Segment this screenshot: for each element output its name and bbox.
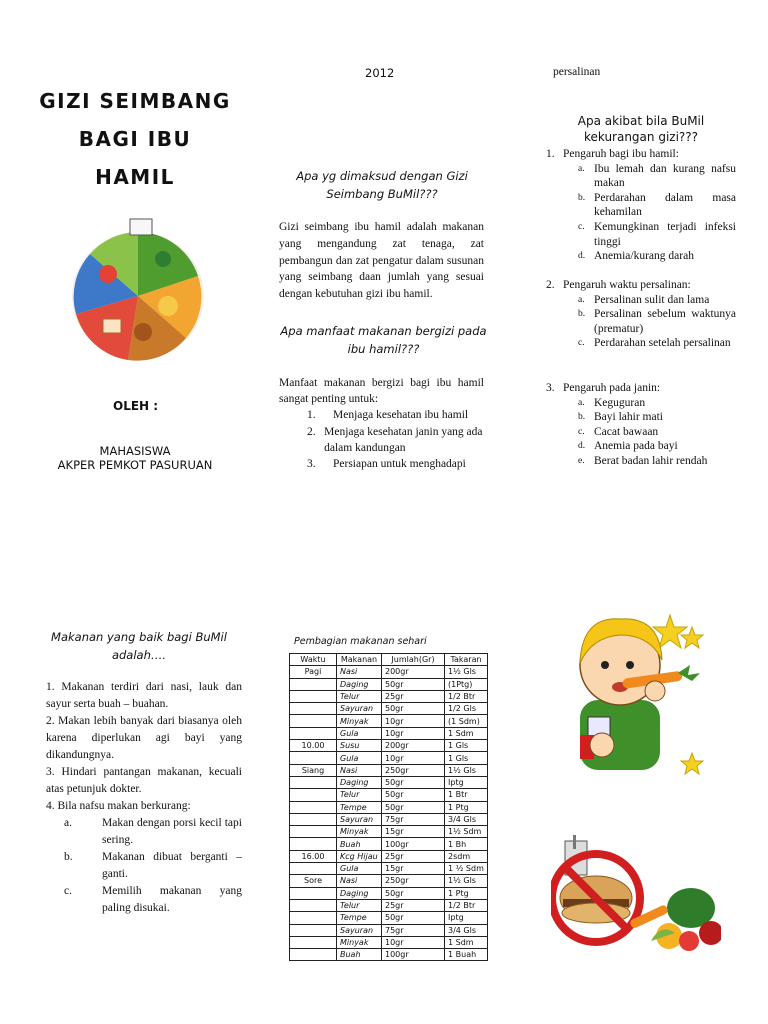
author-block [40,444,230,472]
cell-jumlah: 50gr [382,789,445,801]
table-row [290,703,488,715]
cell-makanan: Tempe [337,801,382,813]
table-row [290,826,488,838]
table-row [290,899,488,911]
cell-waktu [290,678,337,690]
cell-makanan: Susu [337,740,382,752]
cell-takaran: 1 Ptg [445,801,488,813]
cell-jumlah: 75gr [382,924,445,936]
brochure-title [30,82,240,196]
cell-jumlah: 25gr [382,899,445,911]
cell-waktu [290,936,337,948]
cell-makanan: Nasi [337,875,382,887]
table-caption: Pembagian makanan sehari [294,636,427,647]
cell-waktu: Siang [290,764,337,776]
daily-meal-table [289,653,488,961]
cell-takaran: 3/4 Gls [445,813,488,825]
cell-makanan: Telur [337,899,382,911]
list-item: d. Anemia/kurang darah [578,250,694,263]
table-row [290,776,488,788]
cell-takaran: 1½ Sdm [445,826,488,838]
cell-waktu [290,690,337,702]
cell-waktu [290,887,337,899]
cell-takaran: 1/2 Gls [445,703,488,715]
cell-takaran: 1½ Gls [445,666,488,678]
cell-waktu: Sore [290,875,337,887]
cell-makanan: Telur [337,789,382,801]
table-row [290,912,488,924]
cell-takaran: (1 Sdm) [445,715,488,727]
question-definition: Apa yg dimaksud dengan Gizi Seimbang BuMil??? [296,169,468,201]
cell-jumlah: 75gr [382,813,445,825]
cell-makanan: Minyak [337,936,382,948]
boy-eating-carrot-illustration [560,605,710,775]
cell-makanan: Telur [337,690,382,702]
list-item: 1. Menjaga kesehatan ibu hamil [307,409,469,422]
cell-takaran: 1/2 Btr [445,899,488,911]
list-item: c. Cacat bawaan [578,425,659,438]
cell-jumlah: 50gr [382,703,445,715]
no-junk-food-illustration [551,833,721,958]
col-header-makanan: Makanan [337,654,382,666]
cell-takaran: 3/4 Gls [445,924,488,936]
table-row [290,727,488,739]
cell-makanan: Nasi [337,666,382,678]
author-heading: OLEH : [113,399,159,413]
cell-takaran: 1 Gls [445,752,488,764]
cell-takaran: 1½ Gls [445,764,488,776]
cell-makanan: Buah [337,838,382,850]
cell-makanan: Buah [337,949,382,961]
cell-takaran: Iptg [445,776,488,788]
cell-waktu [290,801,337,813]
table-row [290,666,488,678]
question-good-food: Makanan yang baik bagi BuMil adalah…. [51,630,227,662]
table-row [290,936,488,948]
cell-waktu [290,826,337,838]
cell-waktu: Pagi [290,666,337,678]
good-food-list [46,679,242,917]
list-item: 1. Makanan terdiri dari nasi, lauk dan sayur serta buah – buahan. [46,681,242,710]
cell-waktu [290,912,337,924]
cell-makanan: Sayuran [337,703,382,715]
section-title: Pengaruh waktu persalinan: [563,279,691,291]
cell-waktu [290,703,337,715]
cell-takaran: 2sdm [445,850,488,862]
cell-jumlah: 10gr [382,715,445,727]
cell-takaran: 1 Ptg [445,887,488,899]
cell-takaran: 1 Buah [445,949,488,961]
continued-text: persalinan [553,66,601,78]
cell-makanan: Sayuran [337,813,382,825]
table-row [290,838,488,850]
table-row [290,789,488,801]
effects-labor-section: 2. Pengaruh waktu persalinan: a. Persalinan sulit dan lama b. Persalinan sebelum waktunya (prematur) c. Perdarahan setelah persalinan [546,279,736,350]
cell-takaran: 1 Sdm [445,936,488,948]
cell-waktu [290,776,337,788]
cell-takaran: (1Ptg) [445,678,488,690]
cell-makanan: Sayuran [337,924,382,936]
list-item: a. Ibu lemah dan kurang nafsu makan [578,162,736,190]
table-row [290,875,488,887]
cell-waktu: 16.00 [290,850,337,862]
section-title: Pengaruh pada janin: [563,382,661,394]
table-row [290,752,488,764]
table-row [290,924,488,936]
cell-waktu [290,863,337,875]
definition-paragraph: Gizi seimbang ibu hamil adalah makanan yang mengandung zat tenaga, zat pembangun dan zat pengatur dalam susunan yang seimbang daan jumlah yang sesuai dengan kebutuhan gizi ibu hamil. [279,221,484,301]
table-row [290,715,488,727]
cell-jumlah: 50gr [382,678,445,690]
cell-jumlah: 50gr [382,912,445,924]
list-item: 2. Menjaga kesehatan janin yang ada dalam kandungan [307,425,483,454]
benefit-intro: Manfaat makanan bergizi bagi ibu hamil sangat penting untuk: [279,377,484,406]
cell-makanan: Minyak [337,715,382,727]
author-line-2: AKPER PEMKOT PASURUAN [57,458,213,472]
cell-jumlah: 10gr [382,752,445,764]
cell-jumlah: 15gr [382,826,445,838]
cell-jumlah: 50gr [382,801,445,813]
cell-jumlah: 10gr [382,936,445,948]
question-benefit: Apa manfaat makanan bergizi pada ibu hamil??? [280,324,487,356]
cell-makanan: Gula [337,727,382,739]
cell-waktu [290,727,337,739]
cell-takaran: 1 Bh [445,838,488,850]
list-item: d. Anemia pada bayi [578,440,678,453]
list-item: b. Makanan dibuat berganti – ganti. [64,851,242,880]
list-item: 3. Hindari pantangan makanan, kecuali atas petunjuk dokter. [46,766,242,795]
cell-waktu [290,715,337,727]
cell-makanan: Daging [337,678,382,690]
table-row [290,801,488,813]
cell-makanan: Gula [337,863,382,875]
cell-waktu [290,899,337,911]
cell-jumlah: 200gr [382,740,445,752]
cell-jumlah: 25gr [382,690,445,702]
table-row [290,850,488,862]
list-item: 3. Persiapan untuk menghadapi [307,458,466,471]
balanced-food-plate-illustration [68,214,208,364]
cell-jumlah: 100gr [382,838,445,850]
benefit-section [279,375,484,472]
cell-takaran: 1 ½ Sdm [445,863,488,875]
cell-jumlah: 200gr [382,666,445,678]
author-line-1: MAHASISWA [99,444,171,458]
cell-jumlah: 10gr [382,727,445,739]
cell-jumlah: 15gr [382,863,445,875]
list-item: b. Persalinan sebelum waktunya (prematur) [578,308,736,335]
cell-waktu: 10.00 [290,740,337,752]
cell-waktu [290,838,337,850]
cell-jumlah: 250gr [382,875,445,887]
list-item: c. Memilih makanan yang paling disukai. [64,885,242,914]
cell-waktu [290,949,337,961]
table-row [290,949,488,961]
list-item: b. Perdarahan dalam masa kehamilan [578,191,736,219]
col-header-takaran: Takaran [445,654,488,666]
table-row [290,740,488,752]
effects-fetus-section: 3. Pengaruh pada janin: a. Keguguran b. Bayi lahir mati c. Cacat bawaan d. Anemia pada bayi e. Berat badan lahir rendah [546,381,736,469]
cell-waktu [290,752,337,764]
cell-jumlah: 50gr [382,887,445,899]
cell-makanan: Tempe [337,912,382,924]
table-row [290,887,488,899]
cell-jumlah: 100gr [382,949,445,961]
cell-waktu [290,789,337,801]
year: 2012 [365,66,395,80]
col-header-jumlah: Jumlah(Gr) [382,654,445,666]
table-row [290,863,488,875]
cell-takaran: 1½ Gls [445,875,488,887]
cell-jumlah: 25gr [382,850,445,862]
list-item: a. Persalinan sulit dan lama [578,293,710,306]
cell-jumlah: 50gr [382,776,445,788]
cell-waktu [290,924,337,936]
cell-waktu [290,813,337,825]
title-line-3: HAMIL [95,165,175,189]
cell-makanan: Daging [337,776,382,788]
table-row [290,678,488,690]
table-row [290,764,488,776]
table-row [290,813,488,825]
effects-mother-section: 1. Pengaruh bagi ibu hamil: a. Ibu lemah dan kurang nafsu makan b. Perdarahan dalam masa kehamilan c. Kemungkinan terjadi infeksi tinggi d. Anemia/kurang darah [546,148,736,263]
cell-takaran: 1 Gls [445,740,488,752]
list-item: 2. Makan lebih banyak dari biasanya oleh karena diperlukan agi bayi yang dikandungnya. [46,715,242,761]
cell-makanan: Daging [337,887,382,899]
cell-makanan: Kcg Hijau [337,850,382,862]
cell-takaran: Iptg [445,912,488,924]
question-effects: Apa akibat bila BuMil kekurangan gizi??? [577,114,705,144]
section-title: Pengaruh bagi ibu hamil: [563,148,679,160]
list-item: c. Perdarahan setelah persalinan [578,337,731,350]
cell-makanan: Nasi [337,764,382,776]
cell-takaran: 1 Btr [445,789,488,801]
col-header-waktu: Waktu [290,654,337,666]
title-line-2: BAGI IBU [78,127,192,151]
list-item: c. Kemungkinan terjadi infeksi tinggi [578,220,736,248]
table-row [290,690,488,702]
list-item: a. Makan dengan porsi kecil tapi sering. [64,817,242,846]
list-item: a. Keguguran [578,396,646,409]
list-item: e. Berat badan lahir rendah [578,454,708,467]
cell-makanan: Gula [337,752,382,764]
cell-jumlah: 250gr [382,764,445,776]
cell-makanan: Minyak [337,826,382,838]
cell-takaran: 1/2 Btr [445,690,488,702]
cell-takaran: 1 Sdm [445,727,488,739]
list-item: 4. Bila nafsu makan berkurang: [46,800,191,812]
table-header-row [290,654,488,666]
list-item: b. Bayi lahir mati [578,411,663,424]
title-line-1: GIZI SEIMBANG [39,89,231,113]
